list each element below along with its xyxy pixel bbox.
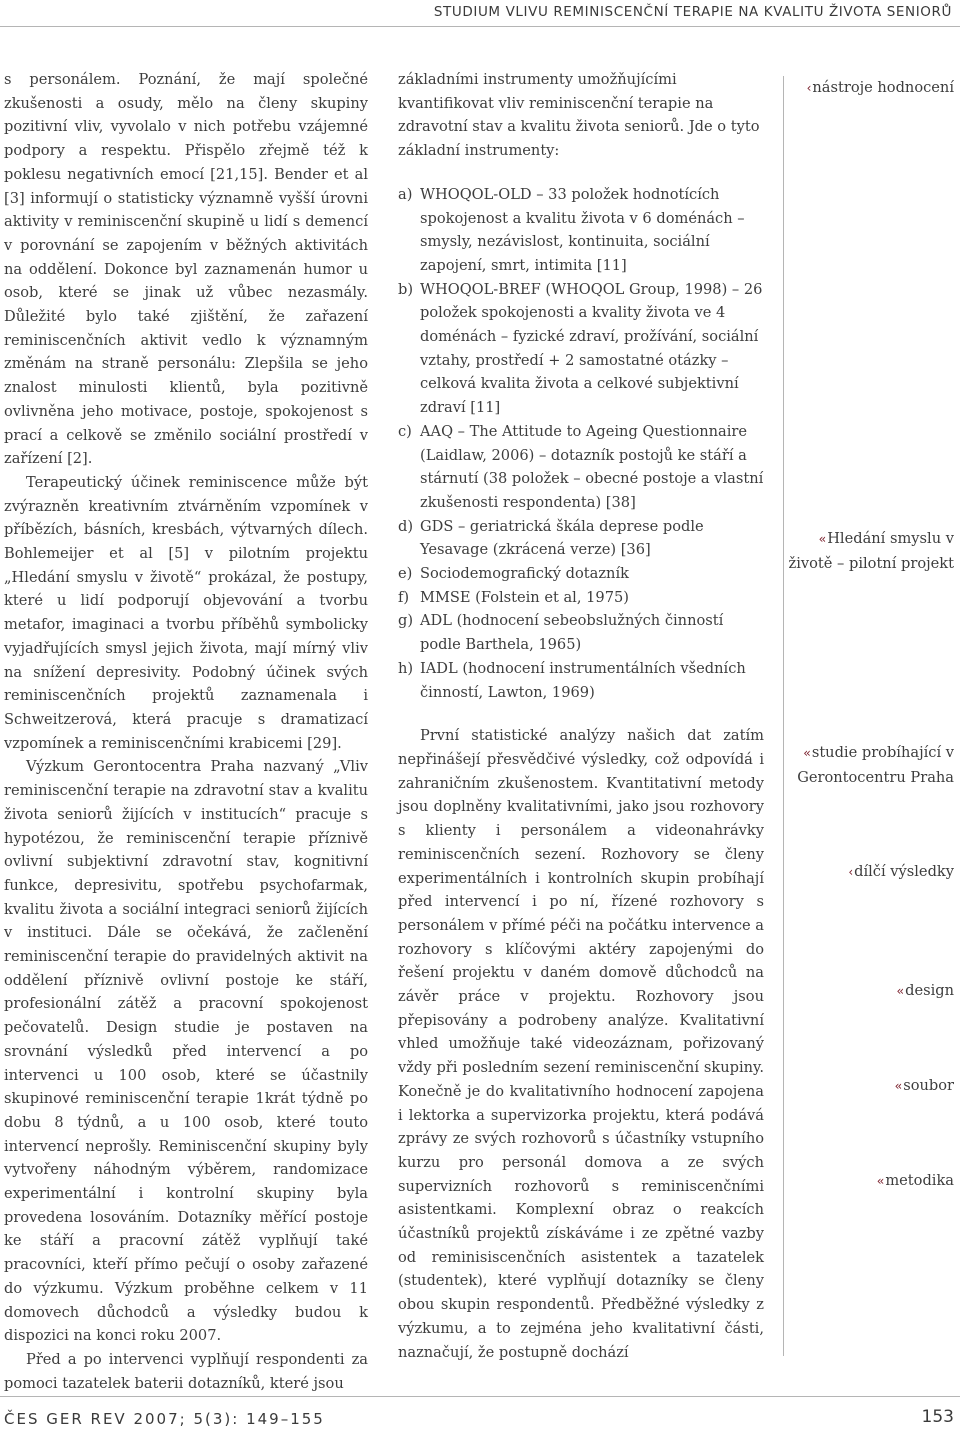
header-rule [0, 26, 960, 27]
list-marker: g) [398, 612, 414, 630]
list-text: IADL (hodnocení instrumentálních všedních činností, Lawton, 1969) [420, 659, 746, 701]
list-text: Sociodemografický dotazník [420, 565, 629, 583]
margin-note-text: studie probíhající v Gerontocentru Praha [797, 744, 954, 786]
footer-rule [0, 1396, 960, 1397]
instrument-list [398, 183, 764, 704]
list-item [398, 278, 764, 420]
chevron-left-icon: ‹ [848, 865, 852, 879]
list-item [398, 562, 764, 586]
margin-note-text: nástroje hodnocení [812, 79, 954, 96]
margin-note-studie [784, 741, 954, 789]
list-item [398, 609, 764, 656]
list-item [398, 183, 764, 278]
margin-note-text: design [905, 982, 954, 999]
journal-citation: ČES GER REV 2007; 5(3): 149–155 [4, 1410, 325, 1428]
margin-note-hledani [784, 527, 954, 575]
double-chevron-left-icon: ‹‹ [896, 984, 903, 998]
margin-note-design [784, 979, 954, 1004]
double-chevron-left-icon: ‹‹ [876, 1174, 883, 1188]
list-item [398, 657, 764, 704]
middle-intro: základními instrumenty umožňujícími kvantifikovat vliv reminiscenční terapie na zdravotní stav a kvalitu života seniorů. Jde o tyto základní instrumenty: [398, 71, 760, 160]
chevron-left-icon: ‹ [806, 81, 810, 95]
list-text: ADL (hodnocení sebeobslužných činností podle Barthela, 1965) [420, 612, 724, 654]
list-item [398, 586, 764, 610]
list-text: AAQ – The Attitude to Ageing Questionnaire (Laidlaw, 2006) – dotazník postojů ke stáří a stárnutí (38 položek – obecné postoje a vlastní zkušenosti respondenta) [38] [420, 422, 764, 511]
double-chevron-left-icon: ‹‹ [818, 532, 825, 546]
running-title: STUDIUM VLIVU REMINISCENČNÍ TERAPIE NA KVALITU ŽIVOTA SENIORŮ [433, 4, 952, 20]
left-paragraph-2: Terapeutický účinek reminiscence může být zvýrazněn kreativním ztvárněním vzpomínek v příbězích, básních, kresbách, výtvarných dílech. Bohlemeijer et al [5] v pilotním projektu „Hledání smyslu v životě“ prokázal, že postupy, které u lidí podporují objevování a tvorbu metafor, imaginaci a tvorbu příběhů symbolicky vyjadřujících smysl jejich života, mají mírný vliv na snížení depresivity. Podobný účinek svých reminiscenčních projektů zaznamenala i Schweitzerová, která pracuje s dramatizací vzpomínek a reminiscenčními krabicemi [29]. [4, 473, 368, 752]
list-item [398, 420, 764, 515]
list-text: WHOQOL-BREF (WHOQOL Group, 1998) – 26 položek spokojenosti a kvality života ve 4 doménách – fyzické zdraví, prožívání, sociální vztahy, prostředí + 2 samostatné otázky – celková kvalita života a celkové subjektivní zdraví [11] [420, 280, 763, 417]
list-text: GDS – geriatrická škála deprese podle Yesavage (zkrácená verze) [36] [420, 517, 704, 559]
double-chevron-left-icon: ‹‹ [894, 1079, 901, 1093]
list-marker: c) [398, 422, 412, 440]
left-paragraph-4: Před a po intervenci vyplňují respondenti za pomoci tazatelek baterii dotazníků, které jsou [4, 1350, 368, 1392]
left-paragraph-3: Výzkum Gerontocentra Praha nazvaný „Vliv reminiscenční terapie na zdravotní stav a kvalitu života seniorů žijících v institucích“ pracuje s hypotézou, že reminiscenční terapie příznivě ovlivní subjektivní zdravotní stav, kognitivní funkce, depresivitu, spotřebu psychofarmak, kvalitu života a sociální integraci seniorů žijících v instituci. Dále se očekává, že začlenění reminiscenční terapie do pravidelných aktivit na oddělení příznivě ovlivní postoje ke stáří, profesionální zátěž a pracovní spokojenost pečovatelů. Design studie je postaven na srovnání výsledků před intervencí a po intervenci u 100 osob, které se účastnily skupinové reminiscenční terapie 1krát týdně po dobu 8 týdnů, a u 100 osob, které touto intervencí neprošly. Reminiscenční skupiny byly vytvořeny náhodným výběrem, randomizace experimentální i kontrolní skupiny byla provedena losováním. Dotazníky měřící postoje ke stáří a pracovní zátěž vyplňují také pracovníci, kteří přímo pečují o osoby zařazené do výzkumu. Výzkum proběhne celkem v 11 domovech důchodců a výsledky budou k dispozici na konci roku 2007. [4, 758, 368, 1345]
margin-note-text: soubor [903, 1077, 954, 1094]
margin-note-dilci [784, 860, 954, 885]
left-column [4, 68, 368, 1395]
margin-note-text: metodika [885, 1172, 954, 1189]
left-paragraph-1: s personálem. Poznání, že mají společné zkušenosti a osudy, mělo na členy skupiny pozitivní vliv, vyvolalo v nich potřebu vzájemné podpory a respektu. Přispělo zřejmě též k poklesu negativních emocí [21,15]. Bender et al [3] informují o statisticky významně vyšší úrovni aktivity v reminiscenční skupině u lidí s demencí v porovnání se zapojením v běžných aktivitách na oddělení. Dokonce byl zaznamenán humor u osob, které se jinak už vůbec nezasmály. Důležité bylo také zjištění, že zařazení reminiscenčních aktivit vedlo k významným změnám na straně personálu: Zlepšila se jeho znalost minulosti klientů, byla pozitivně ovlivněna jeho motivace, postoje, spokojenost s prací a celkově se změnilo sociální prostředí v zařízení [2]. [4, 71, 368, 468]
list-text: WHOQOL-OLD – 33 položek hodnotících spokojenost a kvalitu života v 6 doménách – smysly, nezávislost, kontinuita, sociální zapojení, smrt, intimita [11] [420, 185, 745, 274]
list-marker: b) [398, 280, 414, 298]
middle-column [398, 68, 764, 1364]
list-item [398, 515, 764, 562]
margin-note-text: Hledání smyslu v životě – pilotní projekt [788, 530, 954, 572]
page-number: 153 [921, 1407, 954, 1427]
list-marker: e) [398, 565, 413, 583]
list-text: MMSE (Folstein et al, 1975) [420, 588, 629, 606]
list-marker: d) [398, 517, 414, 535]
column-divider [783, 76, 784, 1356]
margin-note-text: dílčí výsledky [854, 863, 954, 880]
list-marker: f) [398, 588, 410, 606]
list-marker: a) [398, 185, 413, 203]
middle-closing-paragraph: První statistické analýzy našich dat zatím nepřinášejí přesvědčivé výsledky, což odpovídá i zahraničním zkušenostem. Kvantitativní metody jsou doplněny kvalitativními, jako jsou rozhovory s klienty i personálem a videonahrávky reminiscenčních sezení. Rozhovory se členy experimentálních i kontrolních skupin probíhají před intervencí i po ní, řízené rozhovory s personálem v přímé péči na počátku intervence a rozhovory s klíčovými aktéry zapojenými do řešení projektu v daném domově důchodců na závěr práce v projektu. Rozhovory jsou přepisovány a podrobeny analýze. Kvalitativní vhled umožňuje také videozáznam, pořizovaný vždy při posledním sezení reminiscenční skupiny. Konečně je do kvalitativního hodnocení zapojena i lektorka a supervizorka projektu, která podává zprávy ze svých rozhovorů s účastníky vstupního kurzu pro personál domova a ze svých supervizních rozhovorů s reminiscenčními asistentkami. Komplexní obraz o reakcích účastníků projektů získáváme i ze zpětné vazby od reminisiscenčních asistentek a tazatelek (studentek), které vyplňují dotazníky se členy obou skupin respondentů. Předběžné výsledky z výzkumu, a to zejména jeho kvalitativní části, naznačují, že postupně dochází [398, 727, 765, 1361]
double-chevron-left-icon: ‹‹ [803, 746, 809, 760]
margin-note-metodika [784, 1169, 954, 1194]
list-marker: h) [398, 659, 414, 677]
margin-note-nastroje [784, 76, 954, 101]
margin-note-soubor [784, 1074, 954, 1099]
